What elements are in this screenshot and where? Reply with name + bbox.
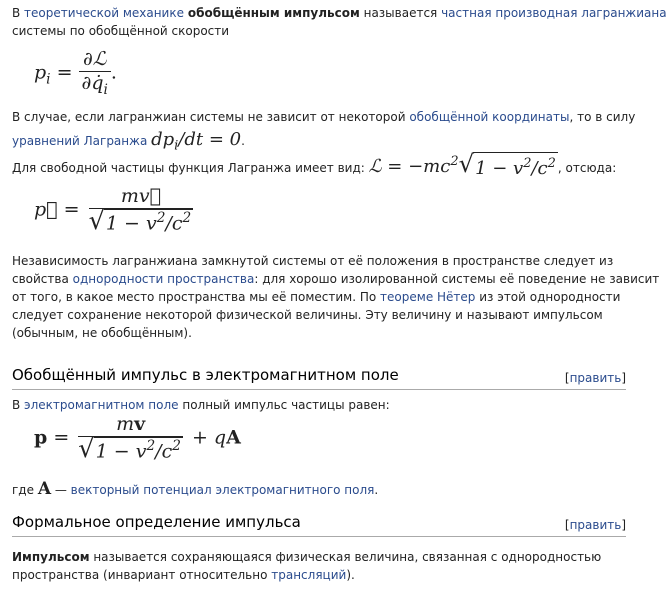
text: свойства xyxy=(12,272,73,286)
text: системы по обобщённой скорости xyxy=(12,24,230,38)
link-lagrange-equations[interactable]: уравнений Лагранжа xyxy=(12,134,148,148)
denominator-sub: i xyxy=(103,81,108,98)
formula-eq: = xyxy=(47,426,76,449)
math-text: dp xyxy=(151,129,175,150)
text: . xyxy=(374,483,379,497)
section-heading-formal-definition: Формальное определение импульса xyxy=(12,513,301,531)
text: В xyxy=(12,6,25,20)
formula-plus-q: + q xyxy=(185,426,227,449)
edit-section-formal-definition xyxy=(565,516,626,534)
text: ). xyxy=(346,568,355,582)
sqrt-content xyxy=(104,209,193,235)
denominator-text: ∂q̇ xyxy=(81,71,104,94)
text: , то в силу xyxy=(569,110,636,124)
fraction-numerator xyxy=(113,414,148,436)
link-noether-theorem[interactable]: теореме Нётер xyxy=(380,290,476,304)
text: полный импульс частицы равен: xyxy=(178,398,390,412)
text: называется xyxy=(359,6,442,20)
bracket: [ xyxy=(564,518,570,532)
paragraph-definition xyxy=(12,4,667,40)
section-heading-em-field: Обобщённый импульс в электромагнитном поле xyxy=(12,366,399,384)
paragraph-cyclic-coordinate xyxy=(12,108,636,156)
sqrt-tail-exp: 2 xyxy=(182,209,192,226)
sqrt-symbol: √ $1 - v^2/c^2$ xyxy=(459,152,558,182)
text: В xyxy=(12,398,25,412)
fraction-numerator: mv⃗ xyxy=(120,185,161,207)
paragraph-homogeneity xyxy=(12,252,660,342)
sqrt-content xyxy=(94,437,183,463)
sqrt-tail-exp: 2 xyxy=(547,156,556,171)
edit-section-em-field xyxy=(565,369,626,387)
sqrt-content xyxy=(473,152,558,182)
bold-momentum: Импульсом xyxy=(12,550,90,564)
link-translations[interactable]: трансляций xyxy=(271,568,347,582)
text: . xyxy=(241,134,245,148)
edit-link[interactable]: править xyxy=(569,371,622,385)
formula-lhs: p⃗ xyxy=(34,198,58,221)
sqrt-text: 1 − v xyxy=(475,158,524,179)
text: : для хорошо изолированной системы её поведение не зависит xyxy=(254,272,660,286)
text: , отсюда: xyxy=(557,161,617,175)
formula-A: A xyxy=(226,426,241,449)
sqrt-tail: /c xyxy=(155,440,173,463)
formula-lhs-sub: i xyxy=(46,71,51,88)
inline-math-lagrangian xyxy=(368,149,558,179)
sqrt-exp: 2 xyxy=(156,209,166,226)
math-tail: /dt = 0 xyxy=(178,129,242,150)
inline-math-dp-dt xyxy=(151,129,242,154)
text: — xyxy=(51,483,71,497)
paragraph-em-momentum xyxy=(12,396,626,414)
bold-generalized-momentum: обобщённым импульсом xyxy=(187,6,360,20)
paragraph-vector-potential xyxy=(12,477,626,503)
text: где xyxy=(12,483,38,497)
formula-momentum-relativistic xyxy=(34,186,196,235)
sqrt-tail: /c xyxy=(165,212,183,235)
fraction-numerator: ∂ℒ xyxy=(82,48,107,70)
sqrt-tail-exp: 2 xyxy=(172,437,181,454)
formula-eq: = xyxy=(57,198,86,221)
math-A: A xyxy=(37,479,52,499)
link-vector-potential[interactable]: векторный потенциал xyxy=(70,483,212,497)
math-lhs: ℒ = −mc xyxy=(368,156,451,177)
sqrt-symbol: √ $1 - v^2/c^2$ xyxy=(78,433,181,464)
fraction-denominator xyxy=(86,205,197,236)
math-exp: 2 xyxy=(450,154,459,169)
sqrt-tail: /c xyxy=(531,158,548,179)
link-electromagnetic-field-2[interactable]: электромагнитного поля xyxy=(215,483,375,497)
bracket: ] xyxy=(621,371,626,385)
link-generalized-coordinate[interactable]: обобщённой координаты xyxy=(409,110,570,124)
paragraph-momentum-definition xyxy=(12,548,626,584)
text: Независимость лагранжиана замкнутой системы от её положения в пространстве следует из xyxy=(12,254,614,268)
formula-eq: = xyxy=(50,61,79,84)
numerator-v: v xyxy=(134,413,146,435)
text: В случае, если лагранжиан системы не зависит от некоторой xyxy=(12,110,410,124)
text: из этой однородности xyxy=(475,290,621,304)
bracket: ] xyxy=(621,518,626,532)
formula-em-momentum xyxy=(34,414,241,463)
sqrt-symbol: √ $1 - v^2/c^2$ xyxy=(88,205,192,236)
link-partial-derivative-lagrangian[interactable]: частная производная лагранжиана xyxy=(441,6,667,20)
formula-tail: . xyxy=(110,61,117,84)
math-sub: i xyxy=(174,138,179,154)
formula-fraction xyxy=(75,414,186,463)
sqrt-exp: 2 xyxy=(146,437,156,454)
formula-lhs: p xyxy=(34,426,48,449)
numerator-m: m xyxy=(116,413,135,435)
link-homogeneity-of-space[interactable]: однородности пространства xyxy=(72,272,255,286)
sqrt-text: 1 − v xyxy=(105,212,157,235)
fraction-denominator xyxy=(75,433,186,464)
edit-link[interactable]: править xyxy=(569,518,622,532)
section-divider xyxy=(12,536,626,537)
text: пространства (инвариант относительно xyxy=(12,568,272,582)
text: Для свободной частицы функция Лагранжа имеет вид: xyxy=(12,161,369,175)
sqrt-text: 1 − v xyxy=(95,440,147,463)
fraction-denominator xyxy=(79,71,111,99)
formula-fraction xyxy=(86,186,197,235)
link-theoretical-mechanics[interactable]: теоретической механике xyxy=(24,6,184,20)
paragraph-free-particle xyxy=(12,149,626,182)
bracket: [ xyxy=(564,371,570,385)
text: называется сохраняющаяся физическая величина, связанная с однородностью xyxy=(89,550,602,564)
formula-generalized-momentum xyxy=(34,49,117,98)
formula-lhs: p xyxy=(34,61,47,84)
text: от того, в какое место пространства мы её поместим. По xyxy=(12,290,381,304)
link-electromagnetic-field[interactable]: электромагнитном поле xyxy=(24,398,179,412)
sqrt-exp: 2 xyxy=(523,156,532,171)
text: (обычным, не обобщённым). xyxy=(12,326,192,340)
text: следует сохранение некоторой физической величины. Эту величину и называют импульсом xyxy=(12,308,603,322)
formula-fraction xyxy=(79,49,111,98)
section-divider xyxy=(12,389,626,390)
